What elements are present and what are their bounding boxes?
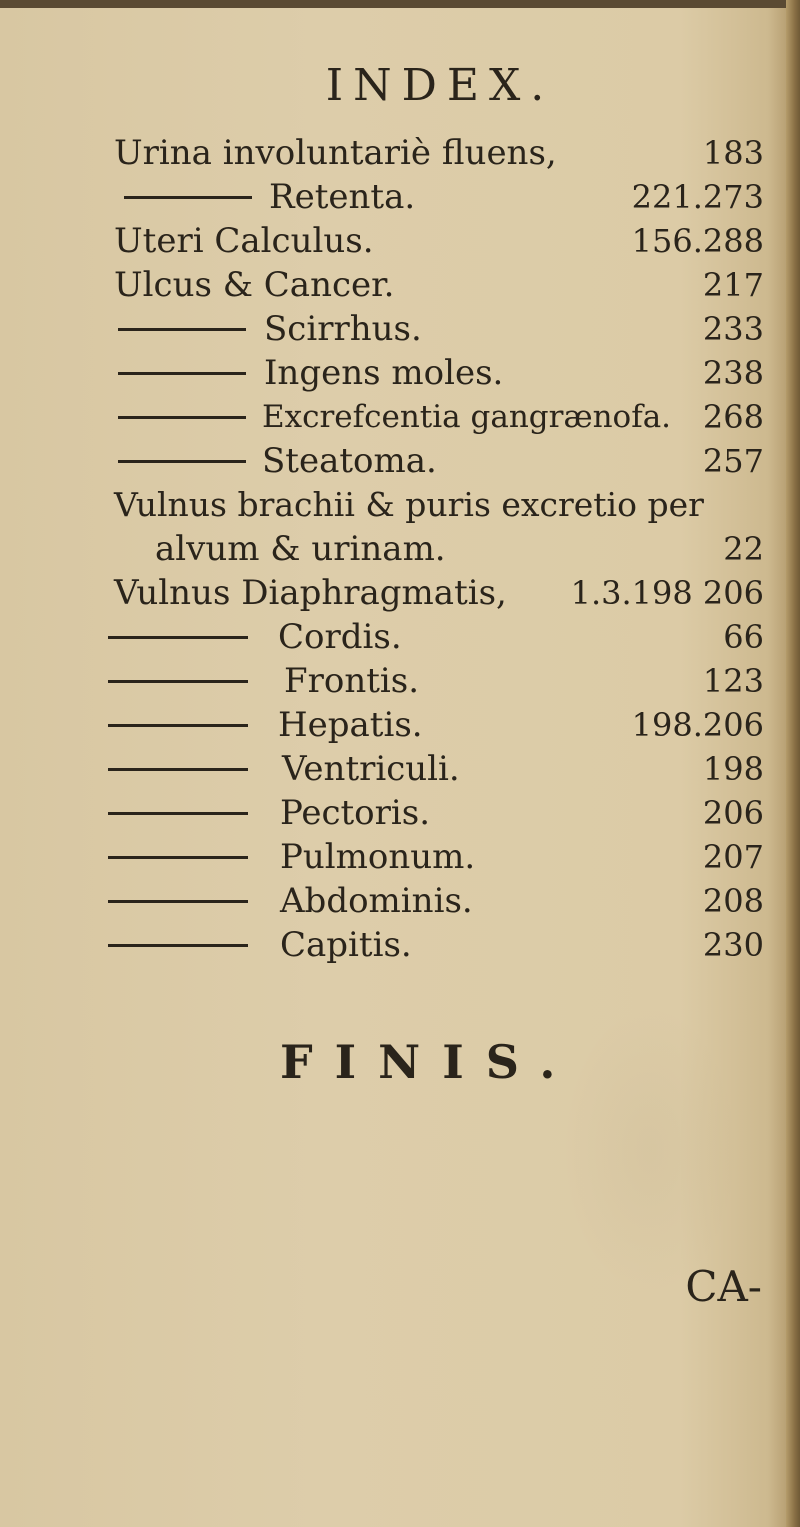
ditto-dash	[108, 768, 248, 771]
index-subterm: Ingens moles.	[264, 353, 504, 393]
page-reference: 233	[702, 310, 764, 348]
index-subentry	[108, 746, 708, 792]
index-subentry	[108, 878, 708, 924]
ditto-dash	[118, 328, 246, 331]
index-subterm: Pectoris.	[280, 793, 431, 833]
ditto-dash	[118, 460, 246, 463]
page-reference: 230	[702, 926, 764, 964]
ditto-dash	[118, 416, 246, 419]
index-subterm: Abdominis.	[280, 881, 473, 921]
page-reference: 206	[702, 794, 764, 832]
page-reference: 22	[723, 530, 764, 568]
page-reference: 221.273	[631, 178, 764, 216]
index-entry	[114, 130, 557, 176]
ditto-dash	[108, 812, 248, 815]
ditto-dash	[124, 196, 252, 199]
index-subterm: Retenta.	[269, 177, 416, 217]
index-subentry	[114, 306, 714, 352]
index-subterm: Frontis.	[284, 661, 420, 701]
ditto-dash	[108, 944, 248, 947]
ditto-dash	[108, 680, 248, 683]
index-term-continuation: alvum & urinam.	[155, 529, 446, 569]
ditto-dash	[108, 636, 248, 639]
page-reference: 257	[702, 442, 764, 480]
index-entry	[114, 570, 507, 616]
page-reference: 268	[702, 398, 764, 436]
ditto-dash	[108, 900, 248, 903]
page-reference: 156.288	[631, 222, 764, 260]
index-subentry	[108, 614, 708, 660]
page-reference: 183	[702, 134, 764, 172]
page-reference: 208	[702, 882, 764, 920]
index-subentry	[108, 834, 708, 880]
page-reference: 198	[702, 750, 764, 788]
index-term: Vulnus brachii & puris excretio per	[114, 485, 704, 524]
page-reference: 198.206	[631, 706, 764, 744]
page-reference: 123	[702, 662, 764, 700]
index-subentry	[108, 922, 708, 968]
index-term: Uteri Calculus.	[114, 221, 374, 261]
index-subentry	[114, 350, 714, 396]
ditto-dash	[118, 372, 246, 375]
index-subterm: Pulmonum.	[280, 837, 476, 877]
page-reference: 207	[702, 838, 764, 876]
index-continuation	[155, 526, 446, 572]
page-top-edge	[0, 0, 800, 8]
index-subentry	[114, 438, 714, 484]
page-binding-edge	[786, 0, 800, 1527]
index-subterm: Excrefcentia gangrænofa.	[262, 399, 672, 435]
page-reference: 238	[702, 354, 764, 392]
index-term: Urina involuntariè fluens,	[114, 133, 557, 173]
index-subentry	[114, 394, 714, 440]
index-entry	[114, 482, 704, 528]
page-reference: 217	[702, 266, 764, 304]
index-entry	[114, 218, 374, 264]
finis-heading: FINIS.	[280, 1035, 578, 1089]
page-reference: 66	[723, 618, 764, 656]
index-subterm: Steatoma.	[262, 441, 437, 481]
index-subterm: Ventriculi.	[282, 749, 460, 789]
page-title: INDEX.	[325, 60, 555, 111]
index-subentry	[108, 790, 708, 836]
index-entry	[114, 262, 394, 308]
index-subterm: Capitis.	[280, 925, 412, 965]
index-term: Ulcus & Cancer.	[114, 265, 395, 305]
index-subentry	[108, 658, 708, 704]
page-reference: 1.3.198 206	[570, 574, 764, 612]
index-subentry	[108, 702, 708, 748]
ditto-dash	[108, 724, 248, 727]
index-subentry	[114, 174, 714, 220]
index-subterm: Hepatis.	[278, 705, 423, 745]
catchword: CA-	[685, 1262, 762, 1311]
index-term: Vulnus Diaphragmatis,	[114, 573, 507, 613]
index-subterm: Cordis.	[278, 617, 402, 657]
index-subterm: Scirrhus.	[264, 309, 422, 349]
ditto-dash	[108, 856, 248, 859]
show-through-smudge	[560, 1000, 740, 1300]
